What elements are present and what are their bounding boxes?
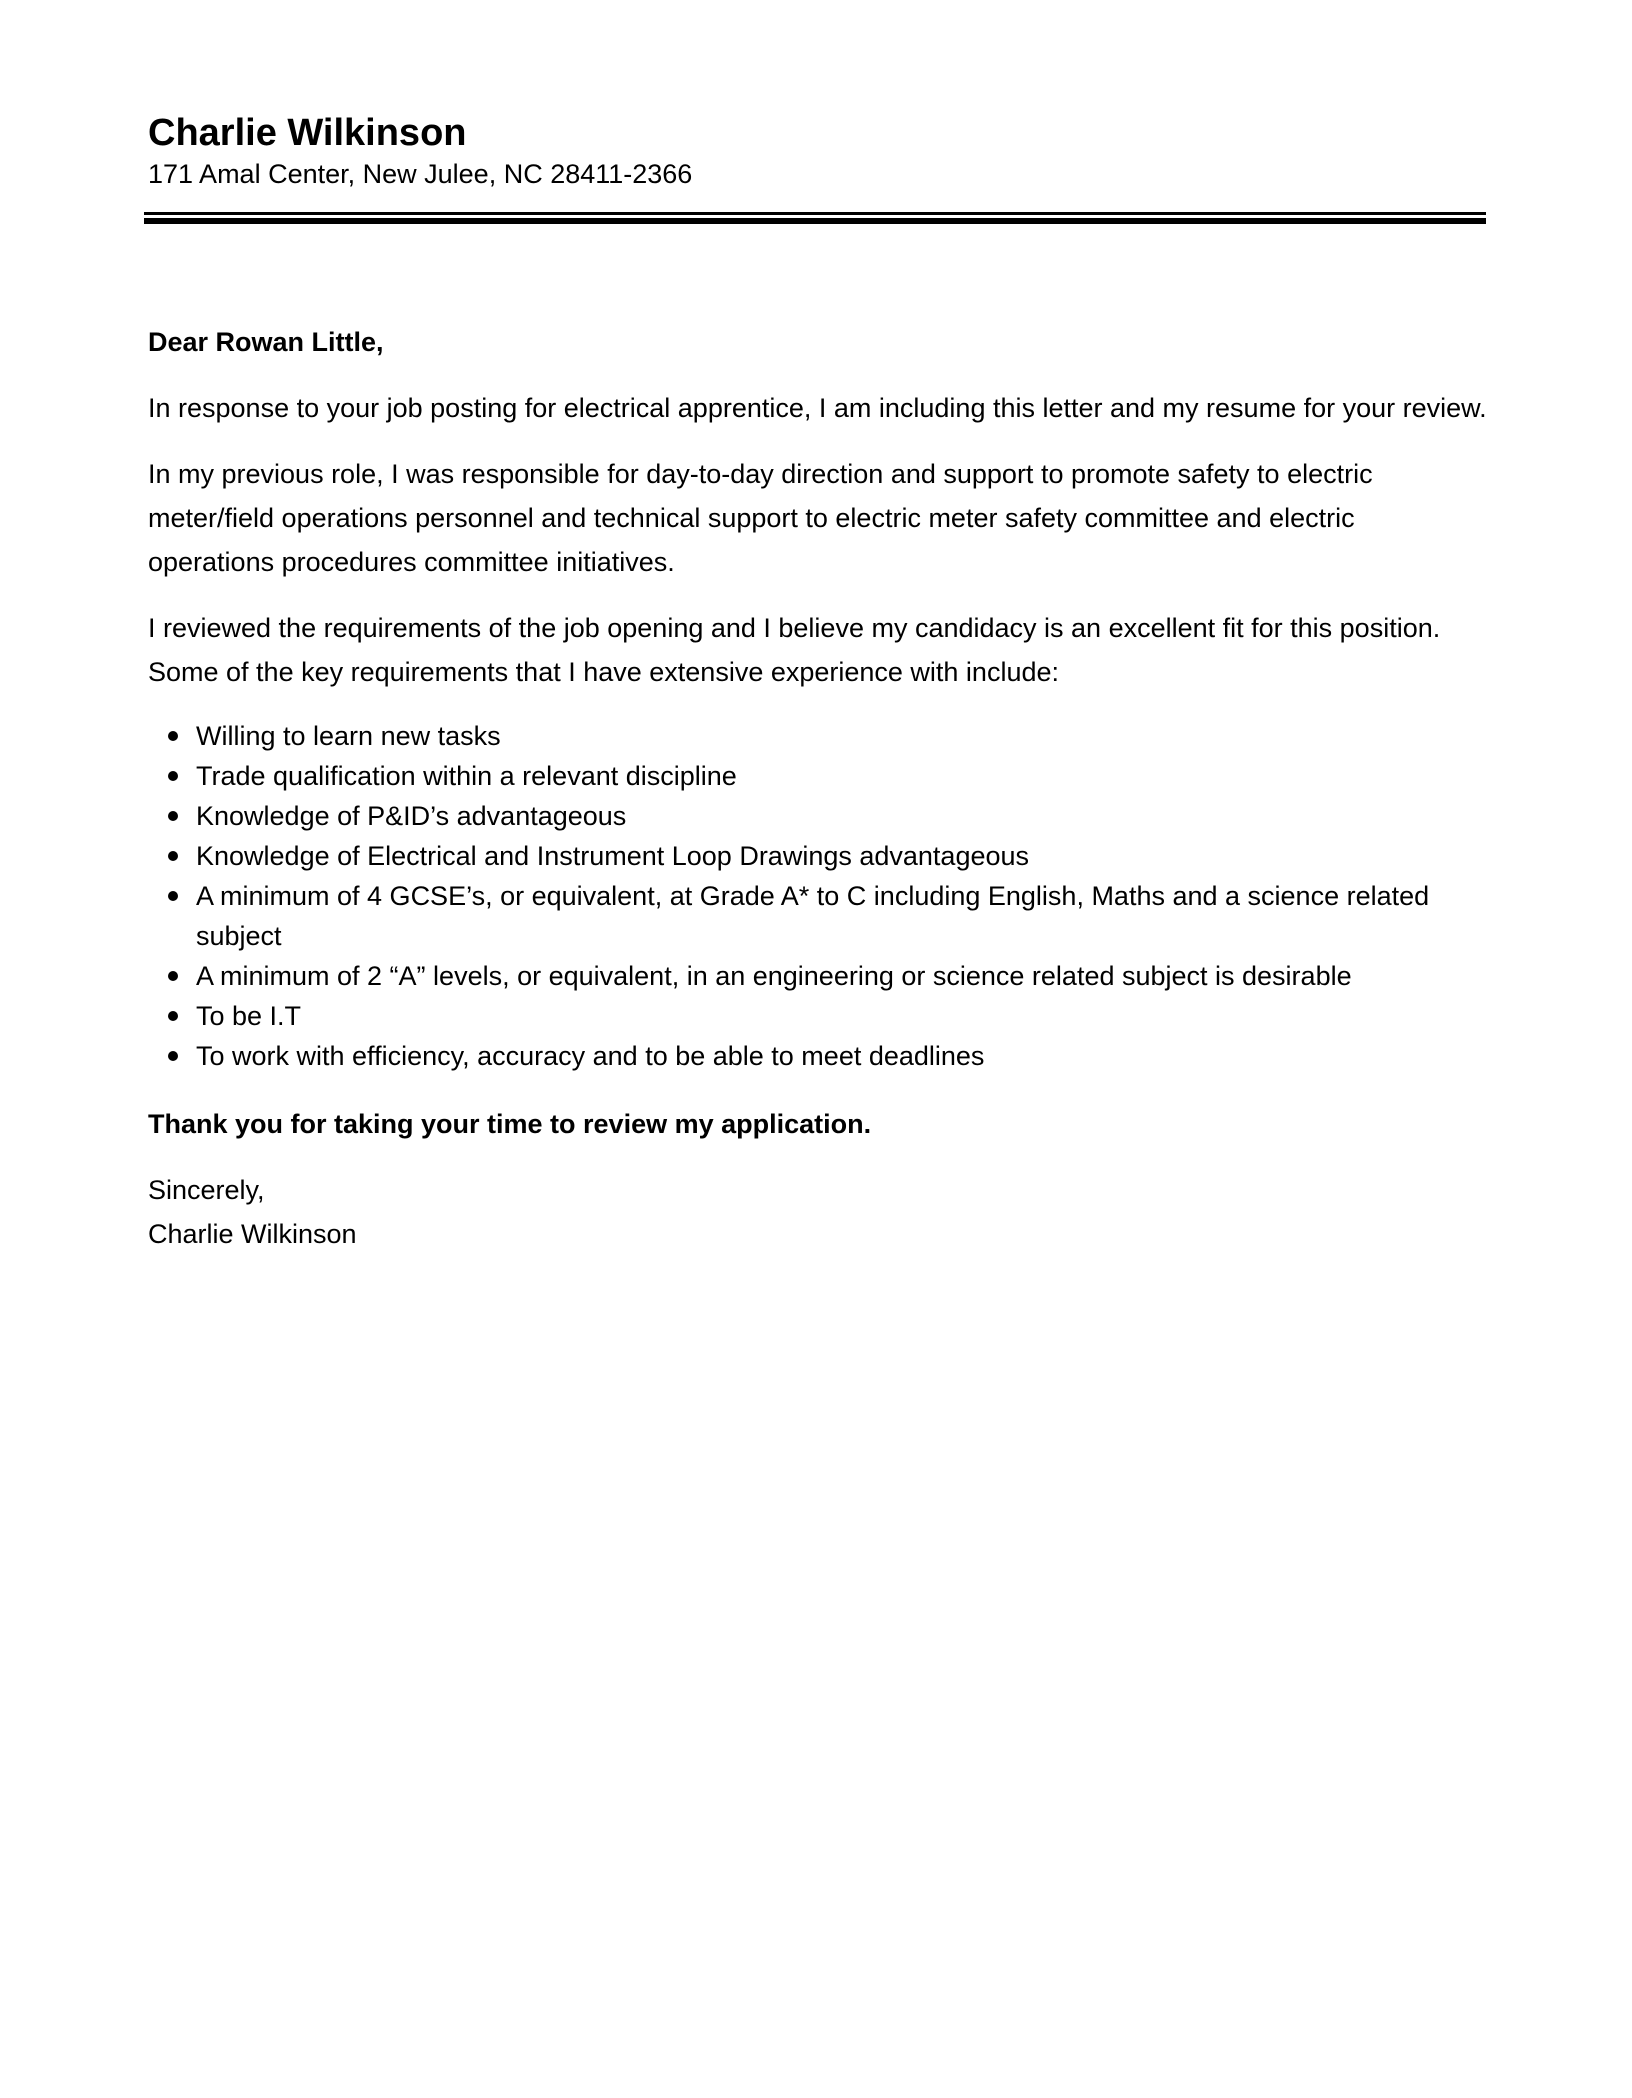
thank-you-line: Thank you for taking your time to review my application. [148,1109,872,1139]
requirement-item [148,716,1488,756]
requirement-item [148,836,1488,876]
bullet-icon [168,1051,178,1061]
letter-header [148,110,1488,192]
salutation: Dear Rowan Little, [148,327,384,357]
requirement-text: Willing to learn new tasks [196,721,501,751]
bullet-icon [168,971,178,981]
bullet-icon [168,1011,178,1021]
requirement-item [148,756,1488,796]
bullet-icon [168,731,178,741]
signature-name: Charlie Wilkinson [148,1219,357,1249]
bullet-icon [168,891,178,901]
requirement-item [148,1036,1488,1076]
bullet-icon [168,851,178,861]
bullet-icon [168,771,178,781]
requirement-text: A minimum of 4 GCSE’s, or equivalent, at Grade A* to C including English, Maths and a science related subject [196,881,1430,951]
requirement-text: Knowledge of Electrical and Instrument Loop Drawings advantageous [196,841,1030,871]
requirement-text: Knowledge of P&ID’s advantageous [196,801,627,831]
requirement-item [148,956,1488,996]
requirement-item [148,996,1488,1036]
header-divider [144,212,1486,224]
bullet-icon [168,811,178,821]
paragraph-previous-role: In my previous role, I was responsible for day-to-day direction and support to promote safety to electric meter/field operations personnel and technical support to electric meter safety committee and electric operations procedures committee initiatives. [148,459,1373,577]
requirement-text: To work with efficiency, accuracy and to be able to meet deadlines [196,1041,985,1071]
requirement-text: To be I.T [196,1001,302,1031]
header-divider-thin-line [144,212,1486,215]
requirement-item [148,796,1488,836]
sender-address: 171 Amal Center, New Julee, NC 28411-2366 [148,159,693,189]
requirement-text: Trade qualification within a relevant discipline [196,761,737,791]
letter-body [148,320,1488,1256]
paragraph-requirements-intro: I reviewed the requirements of the job opening and I believe my candidacy is an excellent fit for this position. Some of the key requirements that I have extensive experience with include: [148,613,1441,687]
requirements-list [148,716,1488,1076]
closing: Sincerely, [148,1175,265,1205]
header-divider-thick-line [144,218,1486,224]
paragraph-intro: In response to your job posting for electrical apprentice, I am including this letter and my resume for your review. [148,393,1487,423]
requirement-text: A minimum of 2 “A” levels, or equivalent, in an engineering or science related subject is desirable [196,961,1352,991]
requirement-item [148,876,1488,956]
sender-name: Charlie Wilkinson [148,112,467,154]
